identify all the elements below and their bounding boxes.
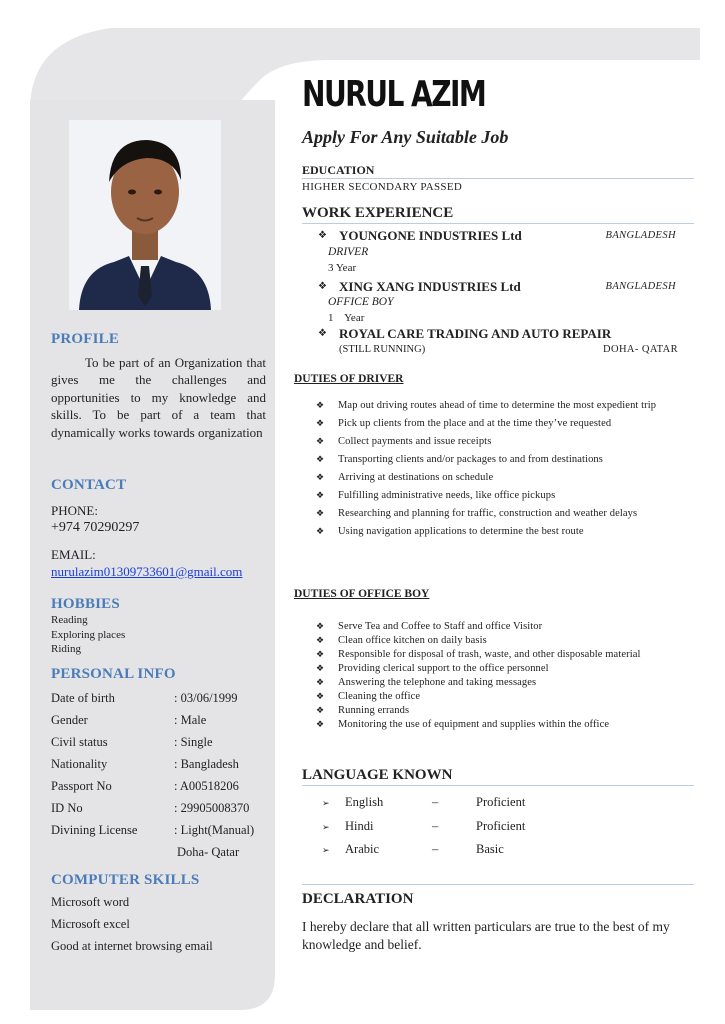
personal-info-heading: PERSONAL INFO	[51, 666, 176, 682]
objective-title: Apply For Any Suitable Job	[302, 127, 509, 147]
job-location: BANGLADESH	[605, 281, 676, 292]
info-label: Date of birth	[51, 691, 115, 705]
language-dash: –	[432, 819, 439, 833]
skill-item: Microsoft word	[51, 895, 130, 909]
personal-info-row	[51, 713, 266, 735]
diamond-bullet-icon: ❖	[318, 230, 327, 241]
info-value: : Bangladesh	[174, 757, 239, 771]
diamond-bullet-icon: ❖	[316, 719, 325, 729]
duty-text: Monitoring the use of equipment and supplies within the office	[338, 719, 610, 730]
declaration-text: I hereby declare that all written particulars are true to the best of my knowledge and belief.	[302, 919, 670, 952]
skill-item: Microsoft excel	[51, 917, 130, 931]
job-location: BANGLADESH	[605, 230, 676, 241]
language-dash: –	[432, 795, 439, 809]
hobby-item: Exploring places	[51, 628, 126, 641]
duty-text: Answering the telephone and taking messages	[338, 677, 537, 688]
language-row	[322, 795, 622, 813]
name-heading-wrap	[302, 74, 694, 115]
arrow-bullet-icon: ➢	[322, 822, 330, 832]
info-label: Divining License	[51, 823, 138, 837]
list-item	[316, 676, 668, 689]
hobbies-heading: HOBBIES	[51, 596, 120, 612]
duty-text: Cleaning the office	[338, 691, 421, 702]
job-duration: 1 Year	[328, 312, 365, 324]
computer-skills-section	[51, 872, 266, 957]
language-row	[322, 819, 622, 837]
duty-text: Clean office kitchen on daily basis	[338, 635, 487, 646]
email-label: EMAIL:	[51, 547, 96, 562]
personal-info-row	[51, 845, 266, 867]
list-item	[316, 507, 676, 520]
declaration-heading: DECLARATION	[302, 891, 414, 907]
info-label: ID No	[51, 801, 83, 815]
duty-text: Map out driving routes ahead of time to determine the most expedient trip	[338, 400, 657, 411]
diamond-bullet-icon: ❖	[316, 508, 325, 518]
personal-info-row	[51, 757, 266, 779]
duties-office-list	[316, 620, 668, 731]
work-experience-heading: WORK EXPERIENCE	[302, 205, 694, 224]
duty-text: Serve Tea and Coffee to Staff and office Visitor	[338, 621, 543, 632]
job-duration: 3 Year	[328, 262, 357, 274]
duty-text: Responsible for disposal of trash, waste, and other disposable material	[338, 649, 641, 660]
hobby-item: Reading	[51, 614, 88, 626]
duty-text: Arriving at destinations on schedule	[338, 472, 494, 483]
info-value: : Single	[174, 735, 213, 749]
arrow-bullet-icon: ➢	[322, 798, 330, 808]
language-name: English	[345, 795, 384, 809]
diamond-bullet-icon: ❖	[316, 621, 325, 631]
duty-text: Pick up clients from the place and at the time they’ve requested	[338, 418, 612, 429]
duty-text: Using navigation applications to determine the best route	[338, 526, 584, 537]
computer-skills-heading: COMPUTER SKILLS	[51, 872, 200, 888]
email-link[interactable]: nurulazim01309733601@gmail.com	[51, 564, 243, 579]
diamond-bullet-icon: ❖	[316, 454, 325, 464]
diamond-bullet-icon: ❖	[318, 328, 327, 339]
diamond-bullet-icon: ❖	[316, 418, 325, 428]
contact-section	[51, 477, 266, 581]
profile-text: To be part of an Organization that gives me the challenges and opportunities to my knowledge and skills. To be part of a team that dynamically works towards organization	[51, 355, 266, 440]
arrow-bullet-icon: ➢	[322, 845, 330, 855]
list-item	[316, 690, 668, 703]
info-value: : Light(Manual)	[174, 823, 255, 837]
language-row	[322, 842, 622, 860]
diamond-bullet-icon: ❖	[316, 526, 325, 536]
language-name: Hindi	[345, 819, 374, 833]
duty-text: Fulfilling administrative needs, like office pickups	[338, 490, 556, 501]
personal-info-section	[51, 666, 266, 867]
language-level: Proficient	[476, 819, 526, 833]
info-value: : Male	[174, 713, 207, 727]
skill-item: Good at internet browsing email	[51, 939, 213, 953]
diamond-bullet-icon: ❖	[316, 705, 325, 715]
info-value: Doha- Qatar	[177, 845, 240, 859]
job-company: ROYAL CARE TRADING AND AUTO REPAIR	[339, 326, 612, 341]
list-item	[316, 648, 668, 661]
list-item	[316, 417, 676, 430]
language-level: Basic	[476, 842, 504, 856]
info-label: Gender	[51, 713, 88, 727]
job-location: DOHA- QATAR	[602, 344, 678, 355]
diamond-bullet-icon: ❖	[316, 400, 325, 410]
list-item	[316, 620, 668, 633]
duties-driver-list	[316, 399, 676, 538]
info-label: Civil status	[51, 735, 108, 749]
list-item	[316, 718, 668, 731]
duties-driver-heading: DUTIES OF DRIVER	[294, 373, 404, 385]
candidate-name: NURUL AZIM	[302, 74, 486, 115]
person-portrait-icon	[69, 120, 221, 310]
job-role: DRIVER	[328, 246, 369, 258]
language-heading-wrap	[302, 767, 694, 786]
language-heading: LANGUAGE KNOWN	[302, 767, 694, 786]
personal-info-row	[51, 691, 266, 713]
personal-info-row	[51, 801, 266, 823]
list-item	[316, 489, 676, 502]
duty-text: Researching and planning for traffic, construction and weather delays	[338, 508, 638, 519]
list-item	[316, 471, 676, 484]
education-section	[302, 163, 694, 193]
diamond-bullet-icon: ❖	[318, 281, 327, 292]
list-item	[316, 662, 668, 675]
profile-section	[51, 331, 266, 441]
job-role: (STILL RUNNING)	[339, 344, 426, 355]
profile-heading: PROFILE	[51, 331, 120, 347]
diamond-bullet-icon: ❖	[316, 436, 325, 446]
language-level: Proficient	[476, 795, 526, 809]
diamond-bullet-icon: ❖	[316, 490, 325, 500]
personal-info-row	[51, 735, 266, 757]
duties-office-heading: DUTIES OF OFFICE BOY	[294, 588, 430, 600]
education-text: HIGHER SECONDARY PASSED	[302, 181, 463, 193]
info-label: Passport No	[51, 779, 112, 793]
objective-wrap	[302, 127, 694, 148]
language-name: Arabic	[345, 842, 380, 856]
contact-heading: CONTACT	[51, 477, 127, 493]
list-item	[316, 634, 668, 647]
diamond-bullet-icon: ❖	[316, 635, 325, 645]
education-heading: EDUCATION	[302, 163, 694, 179]
duty-text: Transporting clients and/or packages to and from destinations	[338, 454, 603, 465]
personal-info-row	[51, 823, 266, 845]
diamond-bullet-icon: ❖	[316, 472, 325, 482]
duty-text: Providing clerical support to the office personnel	[338, 663, 549, 674]
info-label: Nationality	[51, 757, 108, 771]
list-item	[316, 704, 668, 717]
phone-label: PHONE:	[51, 503, 98, 518]
profile-photo	[69, 120, 221, 310]
diamond-bullet-icon: ❖	[316, 663, 325, 673]
hobby-item: Riding	[51, 643, 81, 655]
diamond-bullet-icon: ❖	[316, 649, 325, 659]
declaration-section	[302, 884, 694, 954]
duty-text: Collect payments and issue receipts	[338, 436, 492, 447]
list-item	[316, 525, 676, 538]
personal-info-row	[51, 779, 266, 801]
list-item	[316, 399, 676, 412]
language-dash: –	[432, 842, 439, 856]
duty-text: Running errands	[338, 705, 410, 716]
info-value: : 29905008370	[174, 801, 250, 815]
list-item	[316, 453, 676, 466]
info-value: : A00518206	[174, 779, 239, 793]
hobbies-section	[51, 596, 266, 657]
job-company: XING XANG INDUSTRIES Ltd	[339, 279, 521, 294]
diamond-bullet-icon: ❖	[316, 691, 325, 701]
phone-number: +974 70290297	[51, 520, 140, 535]
job-company: YOUNGONE INDUSTRIES Ltd	[339, 228, 522, 243]
diamond-bullet-icon: ❖	[316, 677, 325, 687]
job-role: OFFICE BOY	[328, 296, 394, 308]
list-item	[316, 435, 676, 448]
work-experience-heading-wrap	[302, 205, 694, 224]
info-value: : 03/06/1999	[174, 691, 238, 705]
